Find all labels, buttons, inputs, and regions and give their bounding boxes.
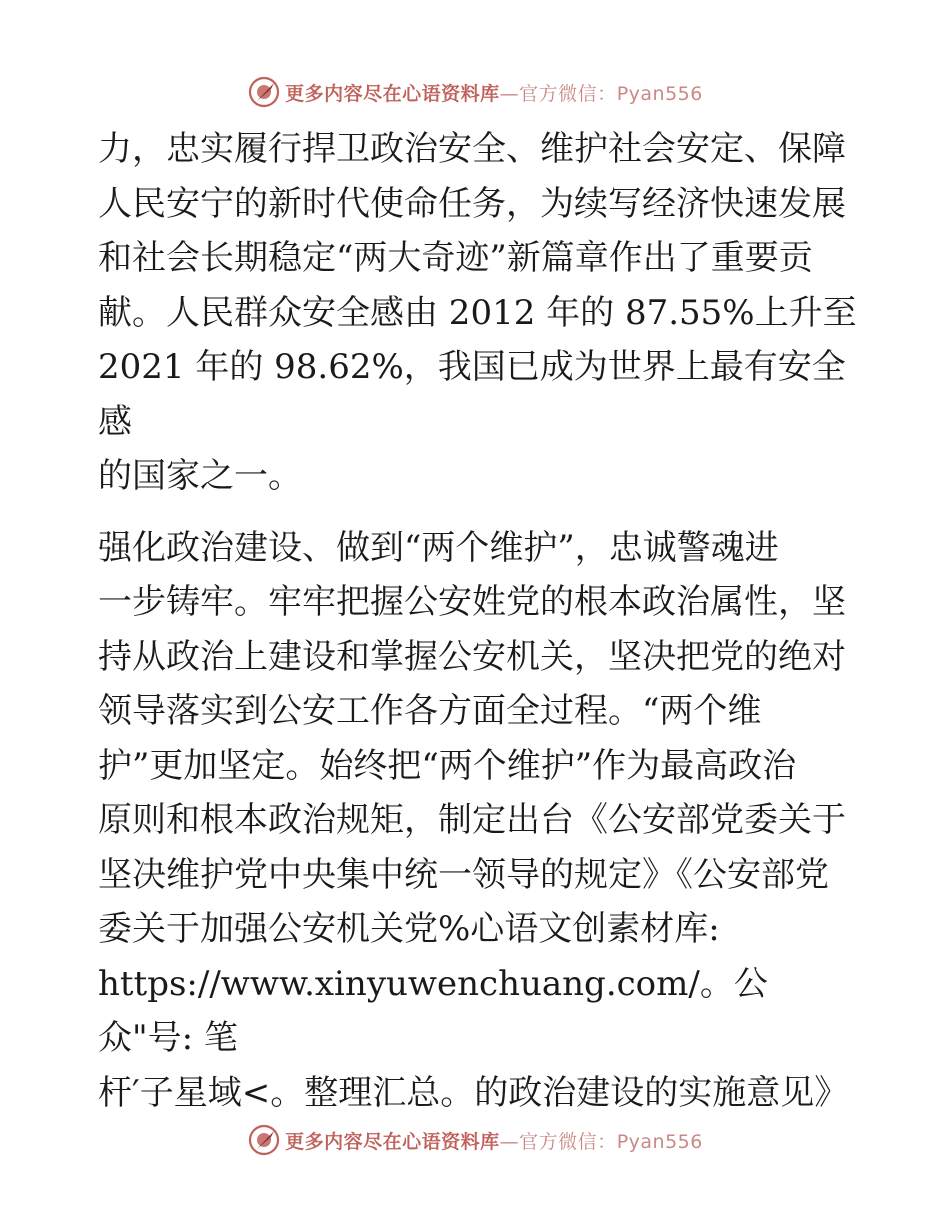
page-footer-watermark: [0, 1120, 950, 1160]
watermark-site-text: 更多内容尽在心语资料库: [285, 1130, 500, 1153]
watermark-wechat-id: Pyan556: [616, 1130, 703, 1153]
watermark-separator: —: [499, 82, 520, 105]
watermark-text: [285, 79, 703, 106]
paragraph-2: 强化政治建设、做到“两个维护”，忠诚警魂进 一步铸牢。牢牢把握公安姓党的根本政治属性，坚 持从政治上建设和掌握公安机关，坚决把党的绝对 领导落实到公安工作各方面全过程。“两个维 护”更加坚定。始终把“两个维护”作为最高政治 原则和根本政治规矩，制定出台《公安部党委关于 坚决维护党中央集中统一领导的规定》《公安部党 委关于加强公安机关党%心语文创素材库: https://www.xinyuwenchuang.com/。公众"号: 笔 杆′子星域<。整理汇总。的政治建设的实施意见》: [98, 527, 849, 1113]
watermark-site-text: 更多内容尽在心语资料库: [285, 82, 500, 105]
watermark-separator: —: [499, 1130, 520, 1153]
page-header-watermark: [0, 72, 950, 112]
paragraph-1: 力，忠实履行捍卫政治安全、维护社会安定、保障 人民安宁的新时代使命任务，为续写经济快速发展 和社会长期稳定“两大奇迹”新篇章作出了重要贡 献。人民群众安全感由 2012 年的 87.55%上升至 2021 年的 98.62%，我国已成为世界上最有安全感 的国家之一。: [98, 129, 857, 496]
watermark-wechat-label: 官方微信：: [519, 1130, 617, 1153]
watermark-wechat-id: Pyan556: [616, 82, 703, 105]
watermark-text: [285, 1127, 703, 1154]
document-body: [98, 122, 858, 1120]
quill-circle-logo-icon: [247, 75, 281, 109]
quill-circle-logo-icon: [247, 1123, 281, 1157]
watermark-wechat-label: 官方微信：: [519, 82, 617, 105]
